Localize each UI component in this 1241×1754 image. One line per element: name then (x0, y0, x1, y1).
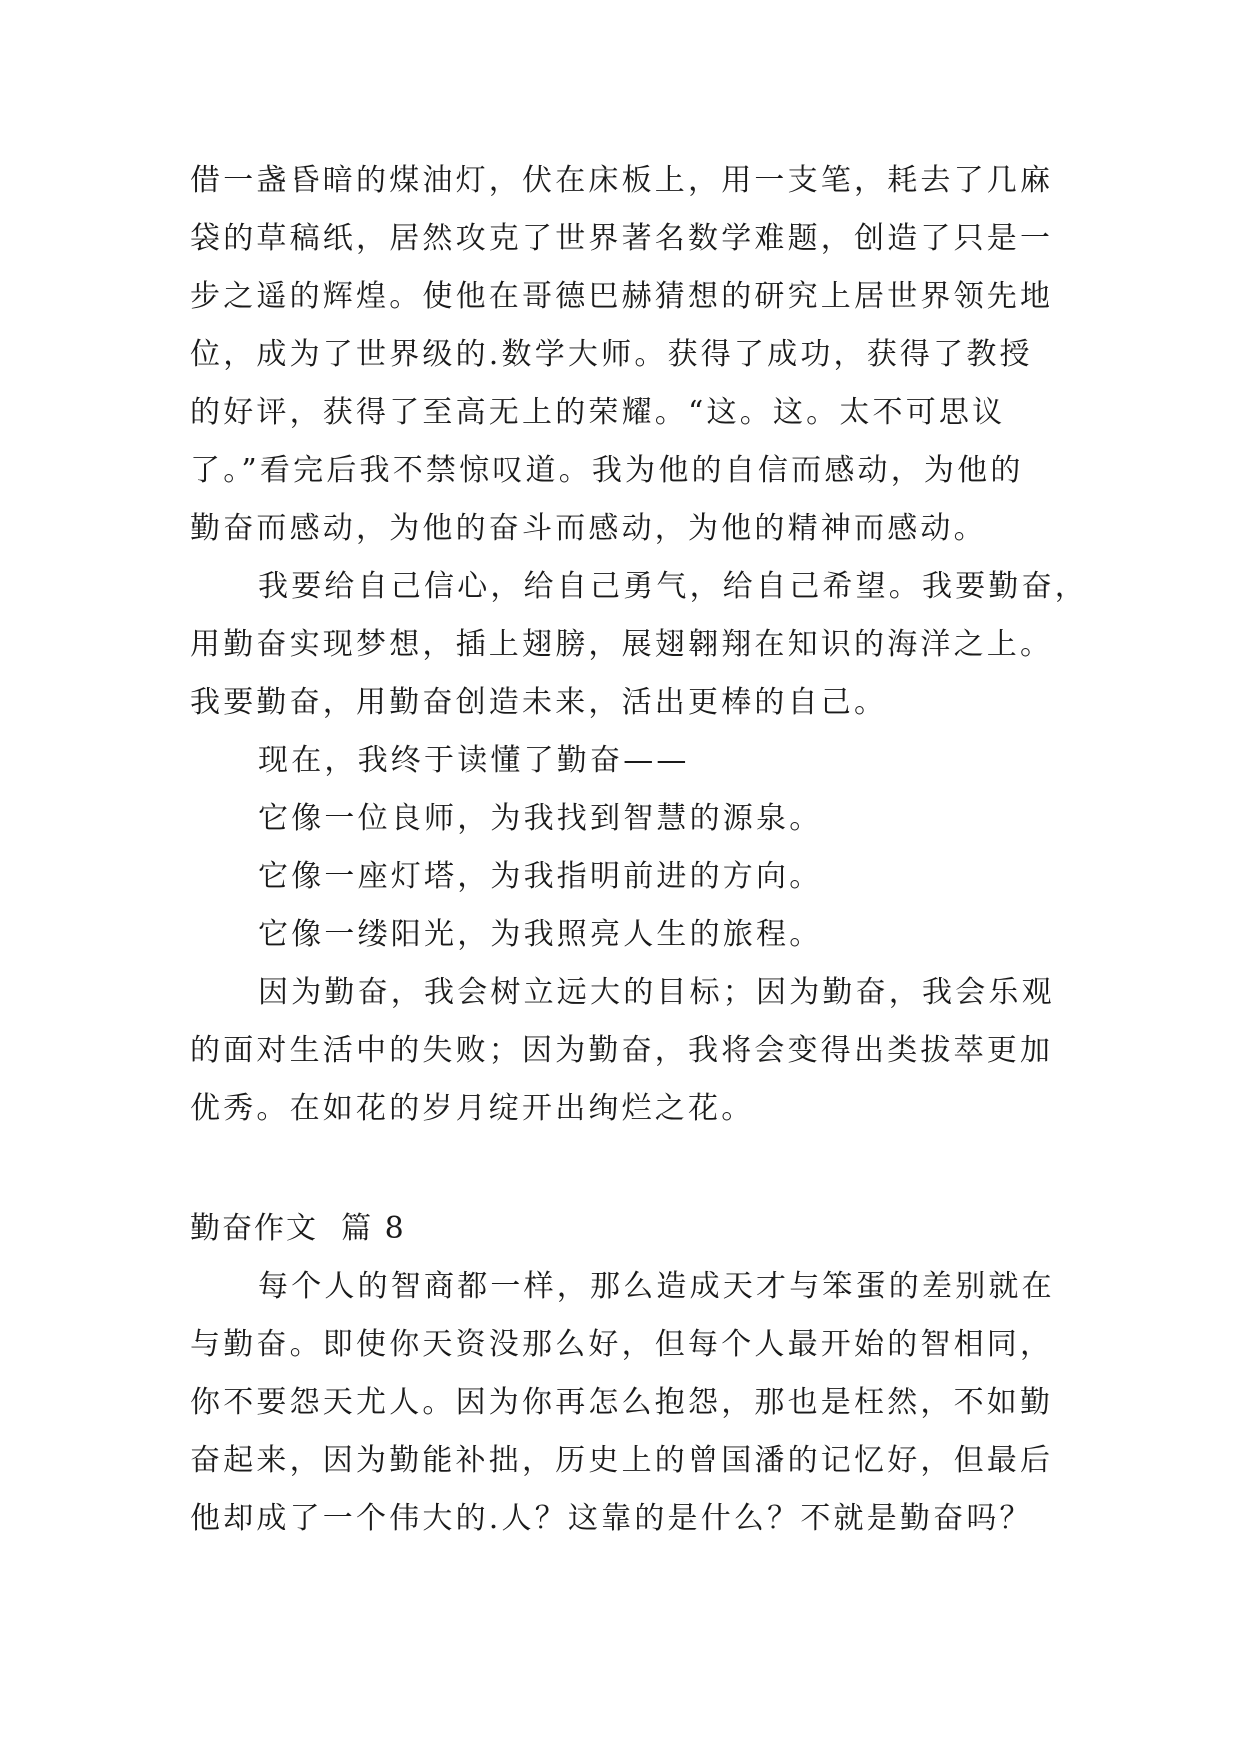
text-line: 它像一座灯塔，为我指明前进的方向。 (258, 859, 823, 894)
text-line: 他却成了一个伟大的.人？这靠的是什么？不就是勤奋吗？ (190, 1501, 1033, 1536)
text-line: 的好评，获得了至高无上的荣耀。“这。这。太不可思议 (190, 395, 1006, 430)
text-line: 因为勤奋，我会树立远大的目标；因为勤奋，我会乐观 (258, 975, 1055, 1010)
section-heading (190, 1200, 1070, 1258)
text-line: 它像一缕阳光，为我照亮人生的旅程。 (258, 917, 823, 952)
text-line: 我要给自己信心，给自己勇气，给自己希望。我要勤奋， (258, 569, 1088, 604)
paragraph (190, 732, 1070, 790)
paragraph (190, 152, 1070, 558)
paragraph (190, 848, 1070, 906)
text-line: 借一盏昏暗的煤油灯，伏在床板上，用一支笔，耗去了几麻 (190, 163, 1054, 198)
paragraph (190, 790, 1070, 848)
document-page (190, 152, 1088, 1548)
paragraph (190, 906, 1070, 964)
text-line: 优秀。在如花的岁月绽开出绚烂之花。 (190, 1091, 755, 1126)
section-gap (190, 1138, 1070, 1200)
text-line: 它像一位良师，为我找到智慧的源泉。 (258, 801, 823, 836)
text-line: 位，成为了世界级的.数学大师。获得了成功，获得了教授 (190, 337, 1033, 372)
text-line: 现在，我终于读懂了勤奋—— (258, 743, 690, 778)
text-line: 袋的草稿纸，居然攻克了世界著名数学难题，创造了只是一 (190, 221, 1054, 256)
paragraph (190, 1258, 1070, 1548)
text-line: 了。”看完后我不禁惊叹道。我为他的自信而感动，为他的 (190, 453, 1024, 488)
text-line: 每个人的智商都一样，那么造成天才与笨蛋的差别就在 (258, 1269, 1055, 1304)
text-line: 的面对生活中的失败；因为勤奋，我将会变得出类拔萃更加 (190, 1033, 1054, 1068)
text-line: 勤奋而感动，为他的奋斗而感动，为他的精神而感动。 (190, 511, 987, 546)
text-line: 步之遥的辉煌。使他在哥德巴赫猜想的研究上居世界领先地 (190, 279, 1054, 314)
heading-text: 勤奋作文 篇 8 (190, 1211, 406, 1246)
text-line: 与勤奋。即使你天资没那么好，但每个人最开始的智相同， (190, 1327, 1054, 1362)
text-line: 我要勤奋，用勤奋创造未来，活出更棒的自己。 (190, 685, 888, 720)
text-line: 你不要怨天尤人。因为你再怎么抱怨，那也是枉然，不如勤 (190, 1385, 1054, 1420)
text-line: 奋起来，因为勤能补拙，历史上的曾国潘的记忆好，但最后 (190, 1443, 1054, 1478)
text-line: 用勤奋实现梦想，插上翅膀，展翅翱翔在知识的海洋之上。 (190, 627, 1054, 662)
paragraph (190, 964, 1070, 1138)
paragraph (190, 558, 1088, 732)
